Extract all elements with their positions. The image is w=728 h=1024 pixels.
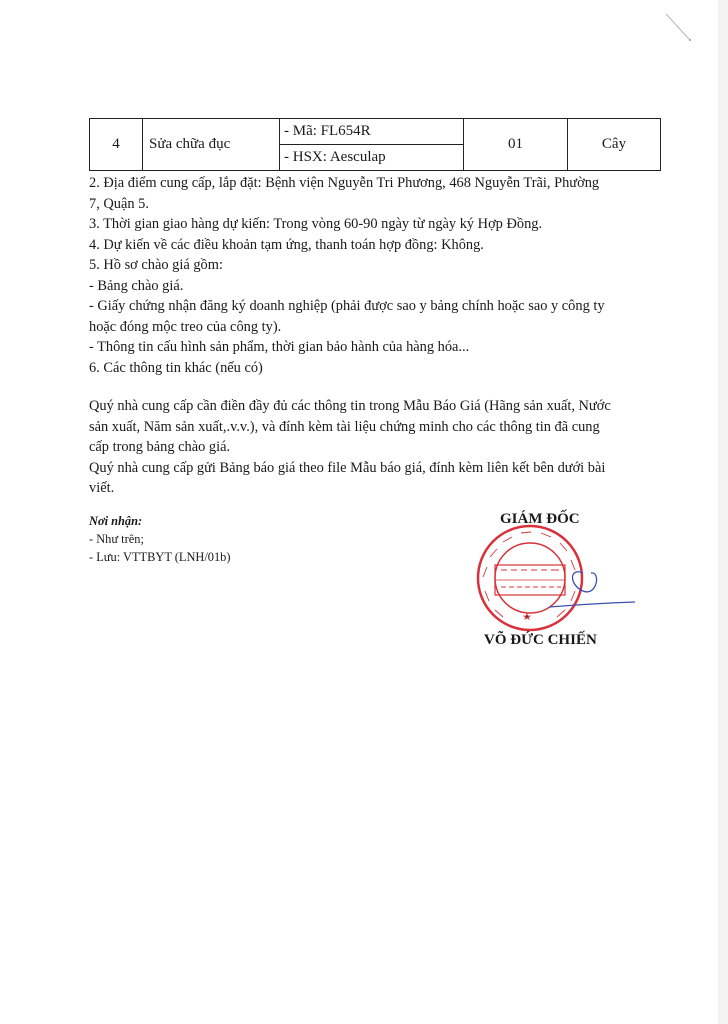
body-line: 3. Thời gian giao hàng dự kiến: Trong vòng 60-90 ngày từ ngày ký Hợp Đồng. [89, 216, 543, 232]
recipients-title: Nơi nhận: [89, 514, 143, 528]
body-line: - Giấy chứng nhận đăng ký doanh nghiệp (phải được sao y bảng chính hoặc sao y công ty [89, 298, 605, 314]
notice-line: Quý nhà cung cấp cần điền đầy đủ các thông tin trong Mẫu Báo Giá (Hãng sản xuất, Nước [89, 398, 611, 414]
body-line: - Thông tin cấu hình sản phẩm, thời gian bảo hành của hàng hóa... [89, 339, 470, 355]
body-line: 6. Các thông tin khác (nếu có) [89, 359, 263, 376]
body-line: - Bảng chào giá. [89, 277, 184, 294]
item-quantity-cell: 01 [464, 119, 568, 171]
notice-line: viết. [89, 480, 115, 496]
document-body [89, 173, 649, 499]
body-line: 5. Hồ sơ chào giá gồm: [89, 257, 223, 273]
spec-code: - Mã: FL654R [284, 123, 371, 139]
notice-line: Quý nhà cung cấp gửi Bảng báo giá theo file Mẫu báo giá, đính kèm liên kết bên dưới bài [89, 459, 606, 476]
item-unit-cell: Cây [568, 119, 661, 171]
signature-title: GIÁM ĐỐC [500, 511, 580, 527]
table-row [90, 119, 661, 171]
scan-artifact-mark [660, 10, 710, 50]
item-table [89, 118, 661, 171]
recipient-item: - Như trên; [89, 532, 144, 546]
body-line: 2. Địa điểm cung cấp, lắp đặt: Bệnh viện Nguyễn Tri Phương, 468 Nguyễn Trãi, Phường [89, 175, 600, 191]
body-line: 7, Quận 5. [89, 195, 149, 212]
paragraph-gap [89, 378, 649, 396]
item-name-cell: Sửa chữa đục [143, 119, 280, 171]
recipients-block [89, 512, 231, 566]
item-spec-cell [280, 119, 464, 171]
hospital-seal [465, 515, 645, 635]
item-number-cell: 4 [90, 119, 143, 171]
recipient-item: - Lưu: VTTBYT (LNH/01b) [89, 550, 231, 564]
spec-maker: - HSX: Aesculap [280, 144, 463, 170]
signer-name: VÕ ĐỨC CHIẾN [484, 632, 597, 648]
body-line: hoặc đóng mộc treo của công ty). [89, 318, 282, 335]
body-line: 4. Dự kiến về các điều khoản tạm ứng, thanh toán hợp đồng: Không. [89, 236, 484, 253]
notice-line: sản xuất, Năm sản xuất,.v.v.), và đính kèm tài liệu chứng minh cho các thông tin đã cung [89, 418, 600, 435]
notice-line: cấp trong bảng chào giá. [89, 439, 231, 455]
